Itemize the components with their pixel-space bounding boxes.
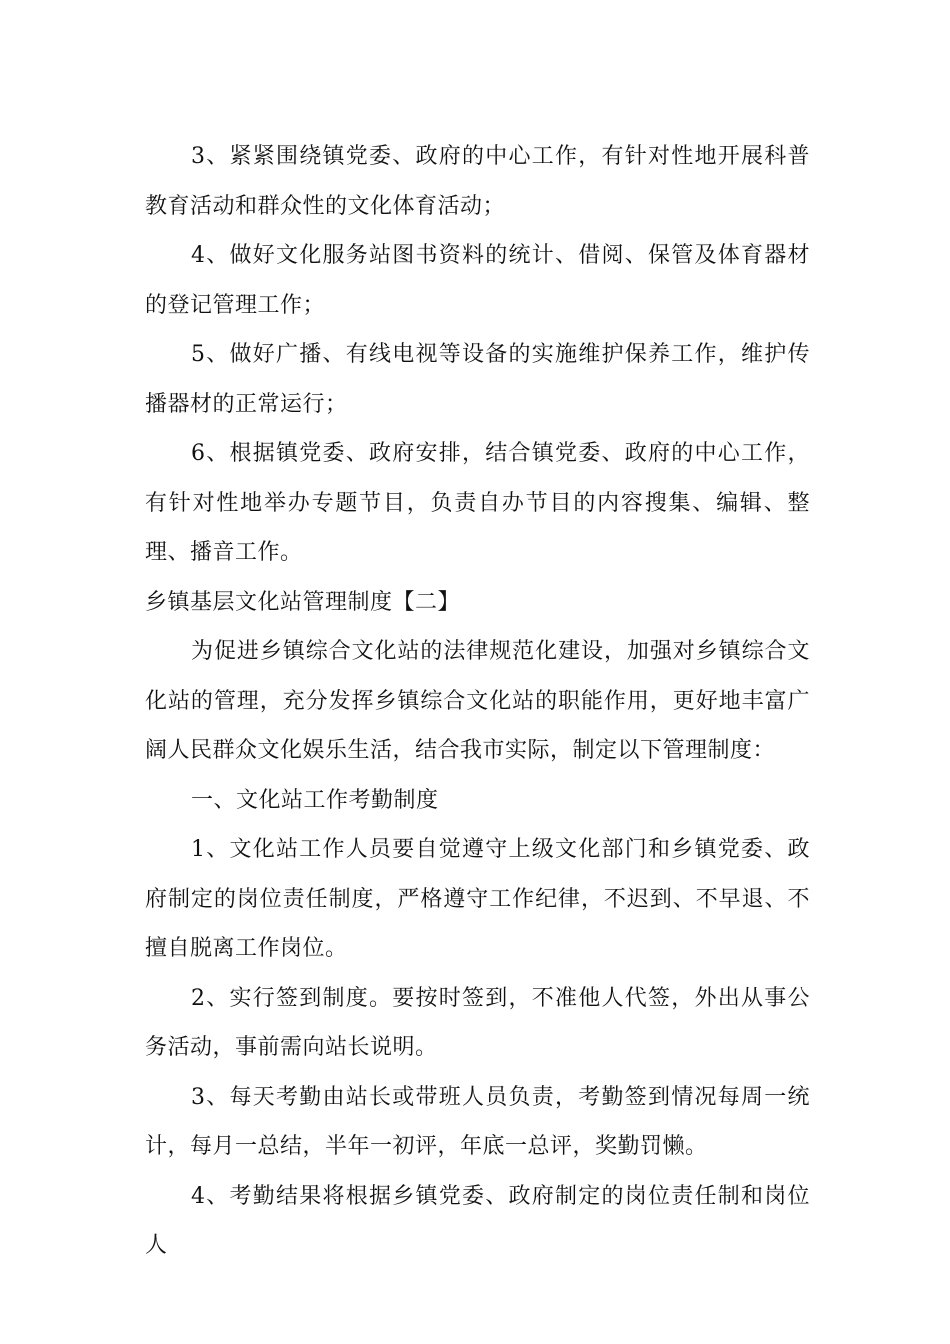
rule-item-3: 3、每天考勤由站长或带班人员负责，考勤签到情况每周一统计，每月一总结，半年一初评，年底一总评，奖勤罚懒。 <box>145 1084 810 1159</box>
paragraph-item-6: 6、根据镇党委、政府安排，结合镇党委、政府的中心工作，有针对性地举办专题节目，负责自办节目的内容搜集、编辑、整理、播音工作。 <box>145 441 810 565</box>
paragraph-item-3: 3、紧紧围绕镇党委、政府的中心工作，有针对性地开展科普教育活动和群众性的文化体育活动； <box>145 144 810 219</box>
rule-item-2: 2、实行签到制度。要按时签到，不准他人代签，外出从事公务活动，事前需向站长说明。 <box>145 985 810 1060</box>
document-body <box>145 132 810 1271</box>
section-heading: 乡镇基层文化站管理制度【二】 <box>145 589 461 615</box>
subsection-heading: 一、文化站工作考勤制度 <box>191 787 439 813</box>
paragraph-item-5: 5、做好广播、有线电视等设备的实施维护保养工作，维护传播器材的正常运行； <box>145 342 810 417</box>
intro-paragraph: 为促进乡镇综合文化站的法律规范化建设，加强对乡镇综合文化站的管理，充分发挥乡镇综合文化站的职能作用，更好地丰富广阔人民群众文化娱乐生活，结合我市实际，制定以下管理制度： <box>145 639 810 763</box>
paragraph-item-4: 4、做好文化服务站图书资料的统计、借阅、保管及体育器材的登记管理工作； <box>145 243 810 318</box>
rule-item-1: 1、文化站工作人员要自觉遵守上级文化部门和乡镇党委、政府制定的岗位责任制度，严格遵守工作纪律，不迟到、不早退、不擅自脱离工作岗位。 <box>145 837 810 961</box>
rule-item-4: 4、考勤结果将根据乡镇党委、政府制定的岗位责任制和岗位人 <box>145 1183 810 1258</box>
